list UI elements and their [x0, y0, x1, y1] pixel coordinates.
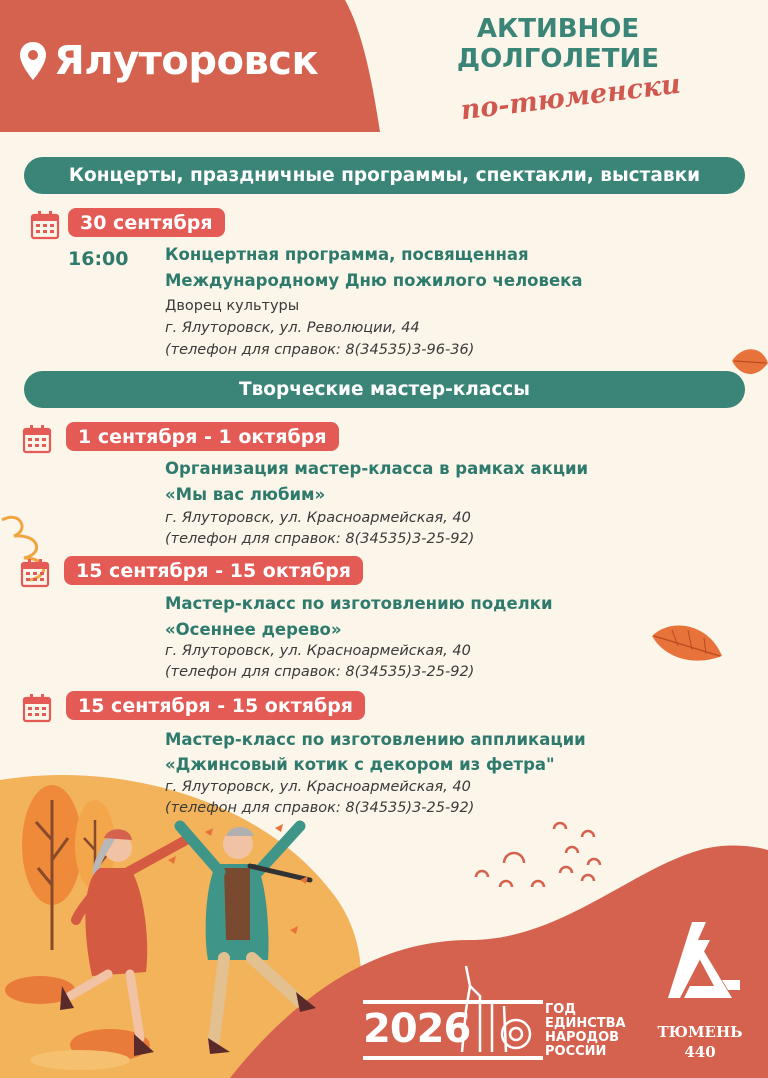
project-logo — [448, 14, 668, 74]
event-title-line-1: Мастер-класс по изготовлению аппликации — [165, 730, 586, 749]
event-title-line-1: Концертная программа, посвященная — [165, 245, 529, 264]
event-phone: (телефон для справок: 8(34535)3-96-36) — [165, 342, 475, 358]
event-date-badge: 30 сентября — [68, 208, 225, 237]
tyumen-440-label — [650, 1022, 750, 1062]
tyumen-name: ТЮМЕНЬ — [657, 1023, 743, 1041]
section-concerts-header: Концерты, праздничные программы, спектакли, выставки — [24, 157, 745, 194]
location-pin-icon — [18, 40, 48, 82]
monument-emblem-icon — [452, 962, 532, 1054]
event-address: г. Ялуторовск, ул. Революции, 44 — [165, 320, 420, 336]
event-date-badge: 15 сентября - 15 октября — [66, 691, 365, 720]
event-place: Дворец культуры — [165, 298, 300, 314]
event-address: г. Ялуторовск, ул. Красноармейская, 40 — [165, 779, 471, 795]
event-title-line-1: Мастер-класс по изготовлению поделки — [165, 594, 553, 613]
calendar-icon — [22, 424, 52, 454]
logo-line-2: ДОЛГОЛЕТИЕ — [456, 44, 660, 74]
event-title-line-2: «Мы вас любим» — [165, 485, 326, 504]
year-label: 2026 — [363, 1006, 471, 1052]
event-phone: (телефон для справок: 8(34535)3-25-92) — [165, 664, 475, 680]
event-title-line-2: «Джинсовый котик с декором из фетра" — [165, 755, 555, 774]
leaf-decoration-right-2 — [648, 616, 726, 668]
city-title — [18, 38, 318, 84]
event-address: г. Ялуторовск, ул. Красноармейская, 40 — [165, 643, 471, 659]
tyumen-number: 440 — [684, 1043, 716, 1061]
event-title-line-2: «Осеннее дерево» — [165, 620, 342, 639]
calendar-icon — [20, 558, 50, 588]
logo-subtitle: по-тюменски — [458, 68, 683, 127]
unity-year-text: ГОД ЕДИНСТВА НАРОДОВ РОССИИ — [545, 1002, 626, 1059]
event-date-badge: 1 сентября - 1 октября — [66, 422, 339, 451]
calendar-icon — [22, 693, 52, 723]
section-masterclasses-header: Творческие мастер-классы — [24, 371, 745, 408]
tyumen-anniversary-logo — [662, 918, 744, 1004]
event-time: 16:00 — [68, 248, 129, 270]
calendar-icon — [30, 210, 60, 240]
event-address: г. Ялуторовск, ул. Красноармейская, 40 — [165, 510, 471, 526]
event-phone: (телефон для справок: 8(34535)3-25-92) — [165, 800, 475, 816]
event-phone: (телефон для справок: 8(34535)3-25-92) — [165, 531, 475, 547]
city-name: Ялуторовск — [54, 38, 319, 84]
event-date-badge: 15 сентября - 15 октября — [64, 556, 363, 585]
event-title-line-2: Международному Дню пожилого человека — [165, 271, 583, 290]
year-rule-bottom — [363, 1056, 543, 1060]
event-title-line-1: Организация мастер-класса в рамках акции — [165, 459, 589, 478]
logo-line-1: АКТИВНОЕ — [476, 14, 640, 44]
